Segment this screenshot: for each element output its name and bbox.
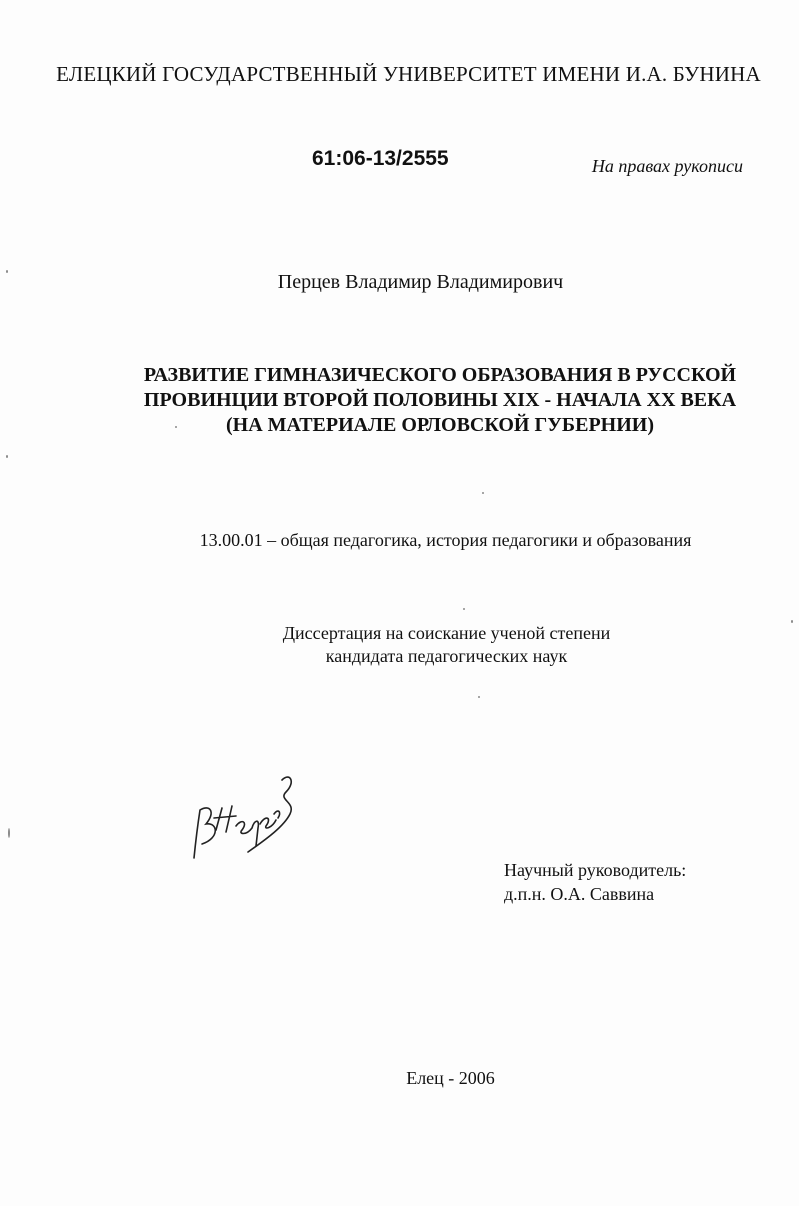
advisor-name: д.п.н. О.А. Саввина (504, 884, 655, 904)
scan-speck (478, 696, 480, 698)
scientific-advisor (504, 858, 686, 906)
scan-speck (482, 492, 484, 494)
rights-note: На правах рукописи (591, 156, 743, 176)
degree-line: кандидата педагогических наук (325, 646, 568, 666)
university-name: ЕЛЕЦКИЙ ГОСУДАРСТВЕННЫЙ УНИВЕРСИТЕТ ИМЕНИ И.А. БУНИНА (56, 62, 761, 86)
scan-speck (6, 270, 8, 273)
scan-speck (8, 828, 10, 838)
author-name: Перцев Владимир Владимирович (277, 271, 564, 293)
city-year: Елец - 2006 (406, 1068, 495, 1088)
degree-statement (0, 622, 799, 668)
title-line: РАЗВИТИЕ ГИМНАЗИЧЕСКОГО ОБРАЗОВАНИЯ В РУССКОЙ (143, 364, 737, 386)
scan-speck (463, 608, 465, 610)
degree-line: Диссертация на соискание ученой степени (282, 623, 611, 643)
scan-speck (175, 426, 177, 428)
catalog-code: 61:06-13/2555 (312, 147, 449, 170)
handwritten-signature (186, 768, 306, 868)
dissertation-title (120, 363, 760, 438)
title-line: (НА МАТЕРИАЛЕ ОРЛОВСКОЙ ГУБЕРНИИ) (225, 414, 654, 436)
scan-speck (791, 620, 793, 623)
title-line: ПРОВИНЦИИ ВТОРОЙ ПОЛОВИНЫ XIX - НАЧАЛА XX ВЕКА (143, 389, 737, 411)
specialty-code: 13.00.01 – общая педагогика, история педагогики и образования (199, 530, 692, 550)
advisor-label: Научный руководитель: (504, 860, 687, 880)
scan-speck (6, 455, 8, 458)
